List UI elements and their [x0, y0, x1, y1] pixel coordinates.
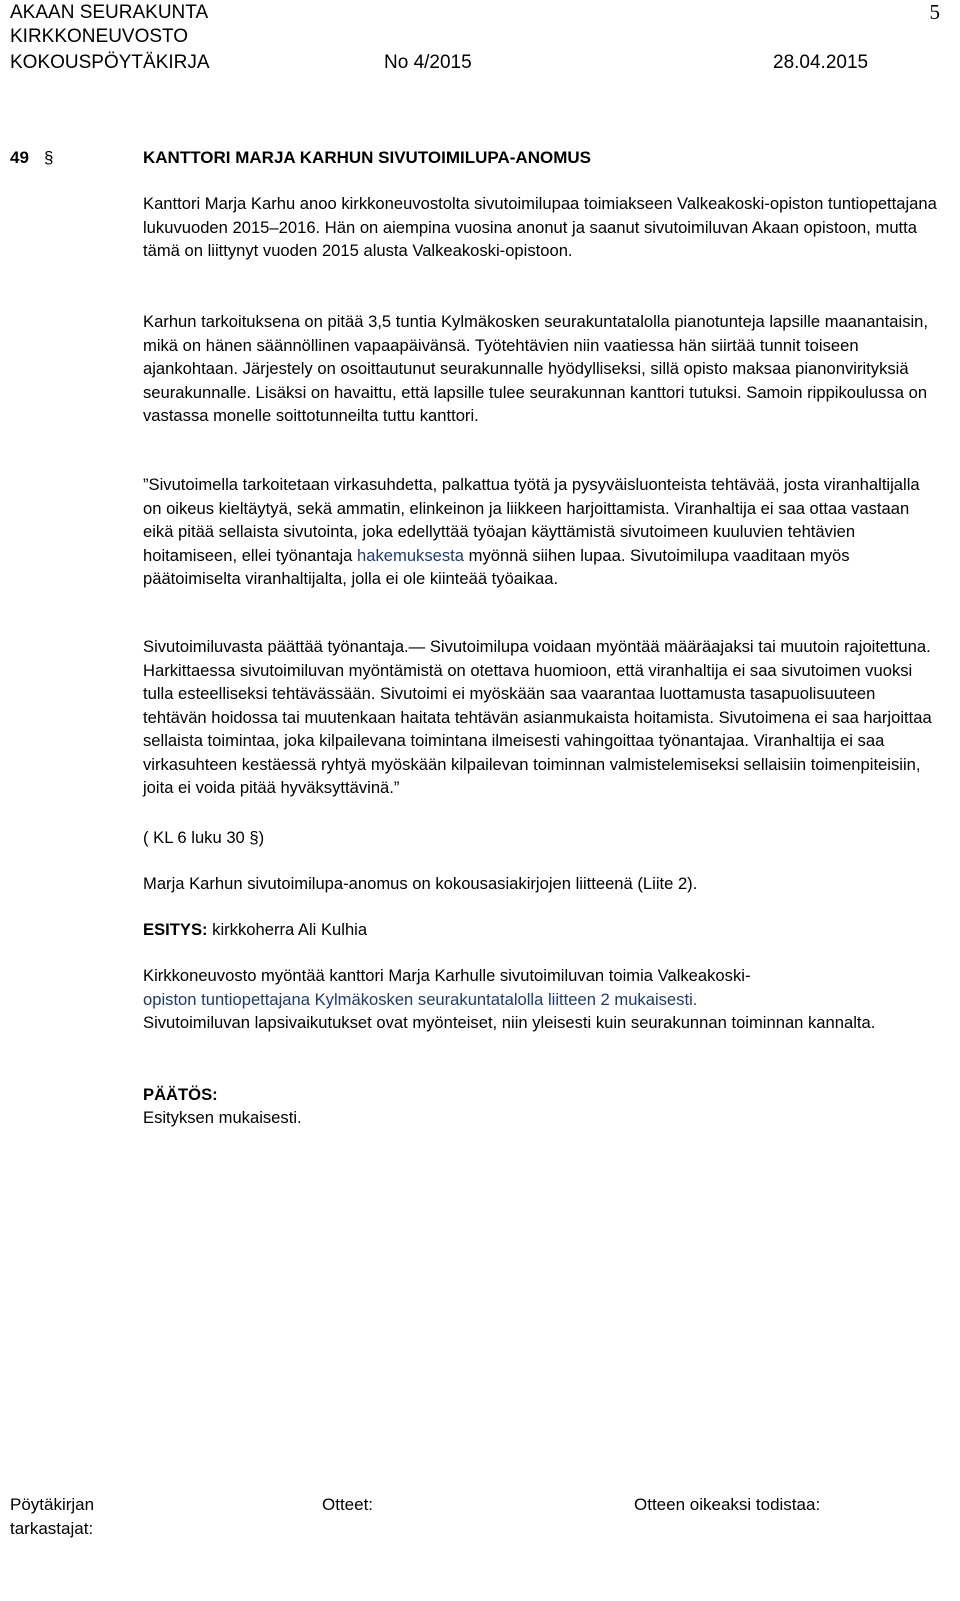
- proposal-text-a: Kirkkoneuvosto myöntää kanttori Marja Karhulle sivutoimiluvan toimia Valkeakoski-: [143, 966, 751, 985]
- header-doc-number: No 4/2015: [384, 52, 472, 73]
- paragraph-purpose: Karhun tarkoituksena on pitää 3,5 tuntia Kylmäkosken seurakuntatalolla pianotunteja lapsille maanantaisin, mikä on hänen säännöllinen vapaapäivänsä. Työtehtävien niin vaatiessa hän siirtää tunnit toiseen ajankohtaan. Järjestely on osoittautunut seurakunnalle hyödylliseksi, sillä opisto maksaa pianonvirityksiä seurakunnalle. Lisäksi on havaittu, että lapsille tulee seurakunnan kanttori tutuksi. Samoin rippikoulussa on vastassa monelle soittotunneilta tuttu kanttori.: [143, 312, 929, 425]
- law-reference: ( KL 6 luku 30 §): [143, 828, 265, 847]
- header-board: KIRKKONEUVOSTO: [10, 26, 189, 47]
- paragraph-proposal: [143, 964, 938, 1035]
- footer-certification: Otteen oikeaksi todistaa:: [634, 1495, 821, 1514]
- proposal-line: [143, 918, 938, 942]
- proposal-text-b: Sivutoimiluvan lapsivaikutukset ovat myönteiset, niin yleisesti kuin seurakunnan toiminnan kannalta.: [143, 1013, 876, 1032]
- header-date: 28.04.2015: [773, 52, 869, 73]
- section-symbol: §: [44, 148, 54, 167]
- proposal-link-text[interactable]: opiston tuntiopettajana Kylmäkosken seurakuntatalolla liitteen 2 mukaisesti.: [143, 989, 698, 1009]
- proposal-label: ESITYS:: [143, 920, 208, 939]
- hakemuksesta-link[interactable]: hakemuksesta: [357, 545, 465, 565]
- section-number: 49: [10, 148, 29, 167]
- footer-extracts: Otteet:: [322, 1495, 374, 1514]
- paragraph-attachment: Marja Karhun sivutoimilupa-anomus on kokousasiakirjojen liitteenä (Liite 2).: [143, 874, 698, 893]
- paragraph-law-definition: [143, 473, 938, 591]
- law-definition-text-a: ”Sivutoimella tarkoitetaan virkasuhdetta, palkattua työtä ja pysyväisluonteista tehtävää, josta viranhaltijalla on oikeus kieltäytyä, sekä ammatin, elinkeinon ja liikkeen harjoittamista. Viranhaltija ei saa ottaa vastaan eikä pitää sellaista sivutointa, joka edellyttää työajan käyttämistä sivutoimeen kuuluvien tehtävien hoitamiseen, ellei työnantaja: [143, 475, 920, 565]
- paragraph-law-restrictions: Sivutoimiluvasta päättää työnantaja.— Sivutoimilupa voidaan myöntää määräajaksi tai muutoin rajoitettuna. Harkittaessa sivutoimiluvan myöntämistä on otettava huomioon, että viranhaltija ei saa sivutoimen vuoksi tulla esteelliseksi tehtävässään. Sivutoimi ei myöskään saa vaarantaa luottamusta tasapuolisuuteen tehtävän hoidossa tai muutenkaan haitata tehtävän asianmukaista hoitamista. Sivutoimena ei saa harjoittaa sellaista toimintaa, joka kilpailevana toimintana ilmeisesti vahingoittaa työnantajaa. Viranhaltija ei saa virkasuhteen kestäessä ryhtyä myöskään kilpailevan toiminnan valmistelemiseksi sellaisiin toimenpiteisiin, joita ei voida pitää hyväksyttävinä.”: [143, 637, 932, 797]
- header-doc-type: KOKOUSPÖYTÄKIRJA: [10, 52, 210, 73]
- paragraph-application: Kanttori Marja Karhu anoo kirkkoneuvostolta sivutoimilupaa toimiakseen Valkeakoski-opiston tuntiopettajana lukuvuoden 2015–2016. Hän on aiempina vuosina anonut ja saanut sivutoimiluvan Akaan opistoon, mutta tämä on liittynyt vuoden 2015 alusta Valkeakoski-opistoon.: [143, 194, 937, 260]
- proposal-presenter: kirkkoherra Ali Kulhia: [207, 920, 368, 939]
- section-title: KANTTORI MARJA KARHUN SIVUTOIMILUPA-ANOMUS: [143, 148, 591, 167]
- header-organization: AKAAN SEURAKUNTA: [10, 2, 209, 23]
- footer-reviewers: Pöytäkirjan tarkastajat:: [10, 1495, 95, 1538]
- law-definition-text-b: myönnä siihen lupaa. Sivutoimilupa vaaditaan myös päätoimiselta viranhaltijalta, jolla ei ole kiinteää työaikaa.: [143, 545, 850, 588]
- decision-text: Esityksen mukaisesti.: [143, 1108, 302, 1127]
- decision-label: PÄÄTÖS:: [143, 1085, 218, 1104]
- page-number: 5: [929, 0, 940, 24]
